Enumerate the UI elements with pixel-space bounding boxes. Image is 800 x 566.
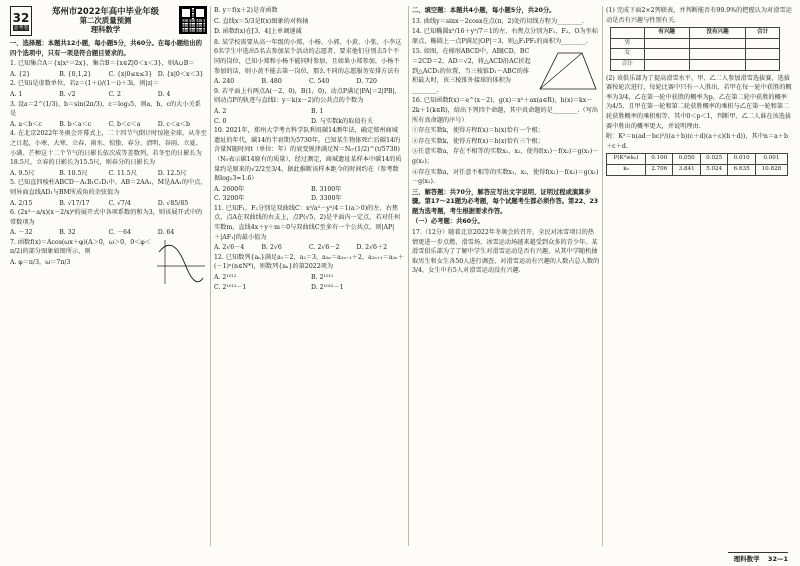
exam-subtitle: 第二次质量预测 (79, 16, 132, 25)
option: B. √17/17 (59, 199, 90, 207)
option: A. 2¹⁰¹² (214, 274, 237, 282)
option: A. 2√6－4 (214, 244, 245, 252)
question-6: 6. (2x³－a/x)(x－2/x)⁶的展开式中各项系数的和为3，则该展开式中的常数项为 (10, 209, 203, 226)
question-options (10, 70, 207, 80)
option: C. b＜c＜a (108, 120, 141, 128)
option: A. 1 (10, 90, 23, 98)
table-header: 有兴趣 (644, 28, 689, 39)
question-3: 3. 设a＝2^(1/3)，b＝sin(2π/3)，c＝log₃5，则a，b，c的大小关系是 (10, 100, 201, 118)
question-options (10, 199, 207, 209)
contingency-table (610, 27, 780, 70)
option: C. 直线x＝5/3是f(x)图象的对称轴 (214, 17, 309, 25)
table-header: 没有兴趣 (689, 28, 746, 39)
option: A. －32 (10, 229, 33, 237)
option: D. 2¹⁰¹²－1 (311, 283, 344, 291)
option: B. 1 (311, 107, 324, 115)
table-row: 女 (611, 49, 780, 60)
exam-subject: 理科数学 (90, 25, 121, 34)
option: C. －64 (108, 229, 132, 237)
column-2 (214, 6, 404, 548)
question-options (214, 77, 404, 87)
question-options (10, 169, 207, 179)
option: D. 12.5尺 (157, 169, 187, 177)
question-14: 14. 已知椭圆x²/16＋y²/7＝1的左、右焦点分别为F₁，F₂，O为坐标原点，椭圆上一点P满足|OP|＝3，则△F₁PF₂的面积为________. (412, 28, 599, 45)
option: B. 3100年 (311, 185, 342, 193)
option: B. y＝f(x＋2)是奇函数 (214, 7, 278, 14)
option: D. 3300年 (311, 195, 342, 203)
question-12: 12. 已知数列{aₙ}满足a₁＝2，a₂＝3，a₂ₙ＝a₂ₙ₋₁＋2，a₂ₙ₊₁＝a₂ₙ＋(－1)ⁿ(n∈N*)，则数列{aₙ}的第2022项为 (214, 253, 404, 271)
table-header (611, 28, 645, 39)
column-4 (606, 6, 792, 548)
option: B. 2√6 (261, 244, 282, 252)
option: B. 480 (261, 78, 282, 86)
trapezoid-figure (536, 47, 600, 93)
option: D. c＜a＜b (157, 120, 190, 128)
option: B. √2 (59, 90, 76, 98)
table-header: 合计 (746, 28, 780, 39)
option: C. 0 (214, 117, 227, 125)
option: B. 32 (59, 229, 76, 237)
option: C. 2¹⁰¹¹－1 (214, 283, 247, 291)
footer-subject: 理科数学 (733, 555, 760, 563)
section-heading: 一、选择题：本题共12小题，每小题5分，共60分。在每小题给出的四个选项中，只有一项是符合题目要求的。 (10, 40, 202, 57)
question-options (10, 228, 207, 238)
question-options (10, 90, 207, 100)
question-options (214, 273, 404, 292)
option: B. {0,1,2} (59, 70, 92, 78)
question-1: 1. 已知集合A＝{x|x²＝2x}，集合B＝{x∈Z|0＜x＜3}，则A∪B＝ (10, 60, 195, 68)
qr-code-icon (179, 6, 207, 34)
option: C. 2√6－2 (309, 244, 340, 252)
option: A. a＜b＜c (10, 120, 42, 128)
option: A. 2 (214, 107, 227, 115)
question-7: 7. 函数f(x)＝Acos(ωx＋φ)(A＞0，ω＞0，0＜φ＜π/2)的部分图象如图所示，则 (10, 238, 151, 256)
column-3 (412, 6, 600, 548)
formula-note: 附：K²＝n(ad－bc)²/((a＋b)(c＋d)(a＋c)(b＋d))，其中n＝a＋b＋c＋d. (606, 133, 788, 150)
question-5: 5. 已知直四棱柱ABCD－A₁B₁C₁D₁中，AB＝2AA₁，M是AA₁的中点，则异面直线AD₁与BM所成角的余弦值为 (10, 179, 207, 196)
option: A. 2/15 (10, 199, 33, 207)
table-row: 合计 (611, 59, 780, 70)
exam-titles (36, 6, 175, 34)
table-row: 男 (611, 38, 780, 49)
critical-value-table (606, 153, 788, 175)
page-footer (728, 552, 788, 563)
question-8: 8. 某学校需要从高一年级的小郑、小杨、小郭、小黄、小张、小李这6名学生中选出5名去参加某个活动的志愿者，要求他们分别去5个不同的岗位，已知小郑和小杨不能同时参加，且如果小郑参加，小杨不参加的话，则小黄不能去第一岗位，那么不同的志愿服务安排方法有 (214, 38, 402, 75)
question-options (214, 107, 404, 126)
question-options (214, 243, 404, 253)
option: D. 与实数k的取值有关 (311, 117, 373, 125)
badge-number: 32 (12, 10, 30, 25)
option: C. 3200年 (214, 195, 245, 203)
option: A. {2} (10, 70, 31, 78)
paper-number-badge (10, 6, 32, 36)
statement-item: ①存在实数k，使得方程f(x)＝h(x)恰有一个根； (412, 127, 544, 135)
option: C. √7/4 (108, 199, 131, 207)
question-16: 16. 已知函数f(x)＝e^(x－2)，g(x)＝x²＋ax(a∈R)，h(x)＝kx－2k＋1(k∈R)，给出下列四个命题，其中真命题的是________.（写出所有真命题的序号） (412, 97, 599, 124)
cosine-graph-figure (155, 238, 207, 286)
column-divider (408, 6, 409, 546)
option: D. 720 (356, 78, 377, 86)
statement-item: ②存在实数k，使得方程f(x)＝h(x)恰有三个根； (412, 137, 544, 145)
option: A. φ＝π/3，ω＝7π/3 (10, 259, 71, 267)
column-1 (10, 6, 207, 548)
option: C. 11.5尺 (108, 169, 137, 177)
option: C. 2 (108, 90, 121, 98)
option: A. 240 (214, 78, 235, 86)
option: B. b＜a＜c (59, 120, 92, 128)
option: B. 2¹⁰¹¹ (311, 274, 334, 282)
table-row: P(K²≥k₀) 0.100 0.050 0.025 0.010 0.001 (607, 154, 788, 165)
option: D. 4 (157, 90, 171, 98)
exam-title: 郑州市2022年高中毕业年级 (51, 6, 160, 16)
question-10: 10. 2021年，郑州大学考古科学队利用碳14测年法，确定郑州商城遗址的年代，碳14的半衰期为5730年。已知某生物体死亡后碳14的含量N随时间t（单位：年）的衰变规律满足N＝N₀·(1/2)^(t/5730)（N₀表示碳14原有的质量），经过测定，商城遗址某样本中碳14的质量约是原来的√2/2至3/4，据此推断该样本距今的时间约在（参考数据log₂3≈1.6） (214, 127, 402, 183)
section-heading: 二、填空题：本题共4小题，每小题5分，共20分。 (412, 7, 556, 14)
option: C. {x|0≤x≤3} (108, 70, 153, 78)
option: A. 2600年 (214, 185, 245, 193)
option: D. {x|0＜x＜3} (157, 70, 204, 78)
column-divider (602, 6, 603, 546)
question-17-part-1: (1) 完成下面2×2列联表，并判断能否有99.9%的把握认为对滑雪运动是否有兴趣与性别有关. (606, 7, 792, 24)
option: B. 10.5尺 (59, 169, 88, 177)
subsection-heading: （一）必考题：共60分。 (412, 218, 484, 226)
option: D. 2√6＋2 (356, 244, 388, 252)
page-number: 32—1 (767, 555, 788, 563)
question-11: 11. 已知F₁，F₂分别是双曲线C：x²/a²－y²/4＝1(a＞0)的左、右焦点，点A在双曲线的右支上，点P(√5，2)是平面内一定点，若对任何实数m，直线4x＋y＋m＝0与双曲线C至多有一个公共点，则|AP|＋|AF₁|的最小值为 (214, 204, 401, 241)
statement-item: ③任意实数a，存在不相等的实数x₁，x₂，使得f(x₁)－f(x₂)＝g(x₁)－g(x₂)； (412, 148, 599, 165)
question-9: 9. 若平面上有两点A(－2，0)，B(1，0)，动点P满足|PA|＝2|PB|，则动点P的轨迹与直线l：y＝k(x－2)的公共点的个数为 (214, 87, 401, 105)
table-row: k₀ 2.706 3.841 5.024 6.635 10.828 (607, 164, 788, 175)
section-heading: 三、解答题：共70分，解答应写出文字说明、证明过程或演算步骤。第17～21题为必考题，每个试题考生都必须作答。第22、23题为选考题，考生根据要求作答。 (412, 188, 599, 215)
exam-header (10, 6, 207, 36)
option: D. √85/85 (157, 199, 189, 207)
question-15: 15. 如图，在梯形ABCD中，AB∥CD，BC＝2CD＝2，AD＝√2，将△ACD沿AC折起到△ACD₁的位置，当三棱锥D₁－ABC的体积最大时，该三棱锥外接球的体积为________. (412, 48, 531, 94)
column-divider (210, 6, 211, 546)
option: C. 540 (309, 78, 330, 86)
question-17: 17.（12分）随着北京2022年冬奥会的召开，全民对冰雪项目的热情更进一步点燃，滑雪场、冰雪运动场越来越受到众多的青少年。某滑雪俱乐部为了了解中学生对滑雪运动是否有兴趣，从其中学随机抽取男生和女生各50人进行调查，对滑雪运动有兴趣的人数占总人数的3/4，女生中有5人对滑雪运动没有兴趣. (412, 229, 600, 275)
option: D. 函数f(x)在[3，4]上单调递减 (214, 28, 302, 36)
question-options (214, 185, 404, 204)
statement-item: ④存在实数a，对任意不相等的实数x₁，x₂，使得f(x₁)－f(x₂)＝g(x₁)－g(x₂). (412, 168, 599, 186)
option: A. 9.5尺 (10, 169, 35, 177)
question-4: 4. 在北京2022年冬奥会开幕式上，二十四节气倒计时惊艳全球。从冬至之日起，小寒、大寒、立春、雨水、惊蛰、春分、清明、谷雨、立夏、小满、芒种这十二个节气的日影长依次成等差数列，若冬至的日影长为18.5尺，立春的日影长为15.5尺，则春分的日影长为 (10, 130, 207, 167)
question-2: 2. 已知i是虚数单位，若z＝(1＋i)/(1－i)＋3i，则|z|＝ (10, 80, 160, 88)
question-13: 13. 曲线y＝sinx－2cosx在点(π，2)处的切线方程为________. (412, 17, 584, 25)
question-options (10, 120, 207, 130)
question-17-part-2: (2) 该俱乐部为了提高滑雪水平，甲、乙二人参加滑雪选拔赛，选拔赛按轮次进行，每轮比赛中只有一人胜出，若甲在每一轮中获胜的概率为3/4，乙在第一轮中获胜的概率为p，乙在第二轮中获胜的概率为4/5，且甲在第一轮和第二轮获胜概率的乘积与乙在第一轮和第二轮获胜概率的乘积相等，其中0＜p＜1，判断甲、乙二人谁在该选拔赛中胜出的概率更大，并说明理由. (606, 74, 792, 130)
option: D. 64 (157, 229, 175, 237)
badge-tag: 金考卷 (13, 24, 29, 31)
